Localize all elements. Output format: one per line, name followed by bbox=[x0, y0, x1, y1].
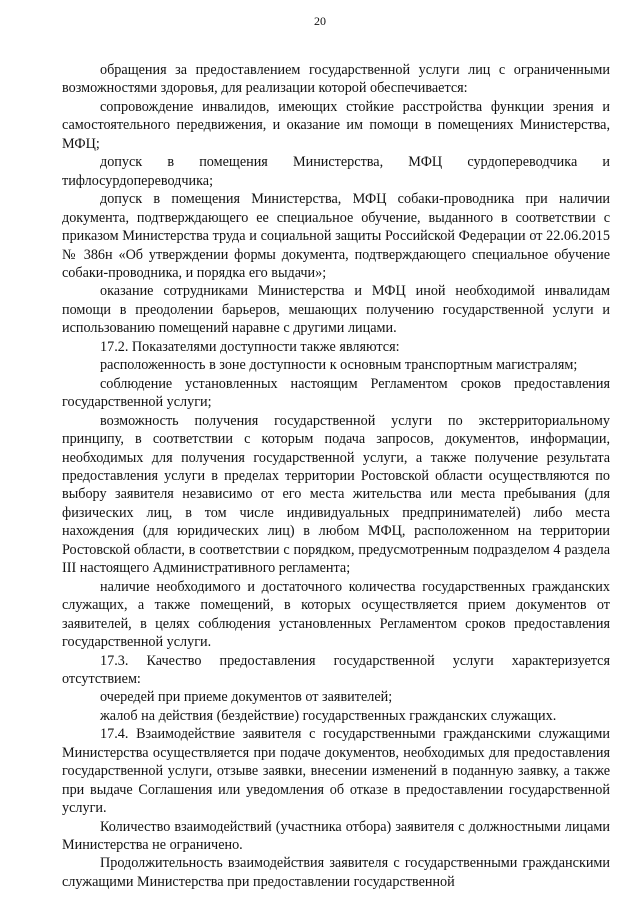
paragraph-2: сопровождение инвалидов, имеющих стойкие расстройства функции зрения и самостоятельного передвижения, и оказание им помощи в помещениях Министерства, МФЦ; bbox=[62, 98, 610, 152]
paragraph-14: 17.4. Взаимодействие заявителя с государственными гражданскими служащими Министерства осуществляется при подаче документов, необходимых для предоставления государственной услуги, отзыве заявки, внесении изменений в поданную заявку, а также при выдаче Соглашения или уведомления об отказе в предоставлении государственной услуги. bbox=[62, 726, 610, 817]
paragraph-12: очередей при приеме документов от заявителей; bbox=[100, 689, 393, 706]
paragraph-16: Продолжительность взаимодействия заявителя с государственными гражданскими служащими Министерства при предоставлении государственной bbox=[62, 855, 610, 890]
paragraph-4: допуск в помещения Министерства, МФЦ собаки-проводника при наличии документа, подтверждающего ее специальное обучение, выданного в соответствии с приказом Министерства труда и социальной защиты Российской Федерации от 22.06.2015 № 386н «Об утверждении формы документа, подтверждающего специальное обучение собаки-проводника, и порядка его выдачи»; bbox=[62, 191, 610, 281]
paragraph-7: расположенность в зоне доступности к основным транспортным магистралям; bbox=[100, 357, 578, 374]
paragraph-5: оказание сотрудниками Министерства и МФЦ иной необходимой инвалидам помощи в преодолении барьеров, мешающих получению государственной услуги и использованию помещений наравне с другими лицами. bbox=[62, 283, 610, 337]
paragraph-11: 17.3. Качество предоставления государственной услуги характеризуется отсутствием: bbox=[62, 652, 610, 687]
document-body bbox=[62, 61, 610, 891]
paragraph-10: наличие необходимого и достаточного количества государственных гражданских служащих, а также помещений, в которых осуществляется прием документов от заявителей, в целях соблюдения установленных Регламентом сроков предоставления государственной услуги. bbox=[62, 578, 610, 651]
paragraph-9: возможность получения государственной услуги по экстерриториальному принципу, в соответствии с которым подача запросов, документов, информации, необходимых для получения государственной услуги, а также получение результата предоставления услуги в пределах территории Ростовской области осуществляются по выбору заявителя независимо от его места жительства или места пребывания (для физических лиц, в том числе индивидуальных предпринимателей) либо места нахождения (для юридических лиц) в любом МФЦ, расположенном на территории Ростовской области, в соответствии с порядком, предусмотренным подразделом 4 раздела III настоящего Административного регламента; bbox=[62, 412, 610, 577]
page-number: 20 bbox=[314, 14, 326, 28]
paragraph-15: Количество взаимодействий (участника отбора) заявителя с должностными лицами Министерства не ограничено. bbox=[62, 818, 610, 854]
paragraph-8: соблюдение установленных настоящим Регламентом сроков предоставления государственной услуги; bbox=[62, 375, 610, 411]
paragraph-6: 17.2. Показателями доступности также являются: bbox=[100, 338, 400, 355]
paragraph-3: допуск в помещения Министерства, МФЦ сурдопереводчика и тифлосурдопереводчика; bbox=[62, 154, 610, 189]
paragraph-1: обращения за предоставлением государственной услуги лиц с ограниченными возможностями здоровья, для реализации которой обеспечивается: bbox=[62, 62, 610, 97]
paragraph-13: жалоб на действия (бездействие) государственных гражданских служащих. bbox=[100, 707, 557, 724]
